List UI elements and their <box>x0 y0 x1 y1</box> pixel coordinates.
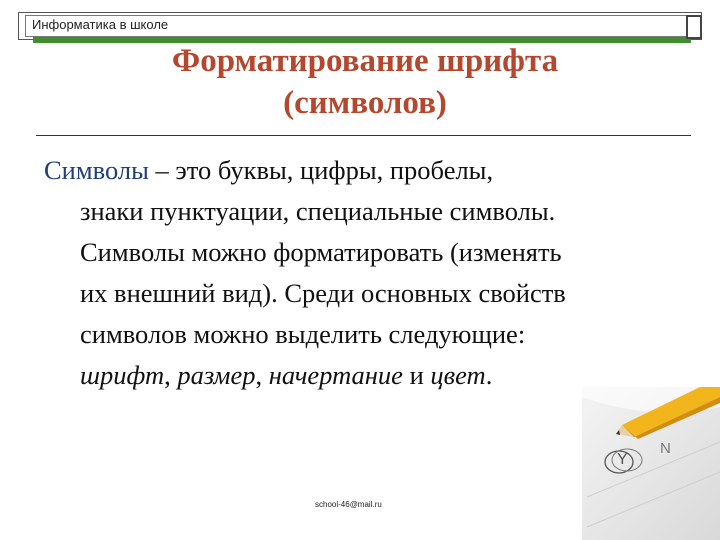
answer-letter-y: Y <box>617 451 628 468</box>
footer-email: school-46@mail.ru <box>315 500 382 509</box>
pencil-on-paper-icon <box>582 387 720 540</box>
body-line-4: их внешний вид). Среди основных свойств <box>80 278 566 308</box>
separator-1: , <box>164 360 178 390</box>
title-line-2: (символов) <box>283 85 447 121</box>
conjunction: и <box>402 360 431 390</box>
answer-letter-n: N <box>660 440 671 457</box>
body-line-1-rest: – это буквы, цифры, пробелы, <box>148 155 494 185</box>
property-size: размер <box>177 360 256 390</box>
slide-title <box>80 40 650 124</box>
header-label: Информатика в школе <box>32 17 169 32</box>
property-color: цвет <box>430 360 486 390</box>
body-term: Символы <box>44 155 149 185</box>
header-corner-box <box>686 15 702 39</box>
property-style: начертание <box>268 360 403 390</box>
title-divider <box>36 135 691 136</box>
property-font: шрифт <box>80 360 165 390</box>
separator-2: , <box>255 360 269 390</box>
body-line-3: Символы можно форматировать (изменять <box>80 237 562 267</box>
sentence-end: . <box>485 360 493 390</box>
title-line-1: Форматирование шрифта <box>171 43 559 79</box>
body-line-1 <box>44 150 694 191</box>
body-line-2: знаки пунктуации, специальные символы. <box>80 196 556 226</box>
body-line-5: символов можно выделить следующие: <box>80 319 526 349</box>
header-bar <box>18 12 702 40</box>
header-inner-frame <box>25 15 689 37</box>
body-paragraph <box>44 150 694 396</box>
